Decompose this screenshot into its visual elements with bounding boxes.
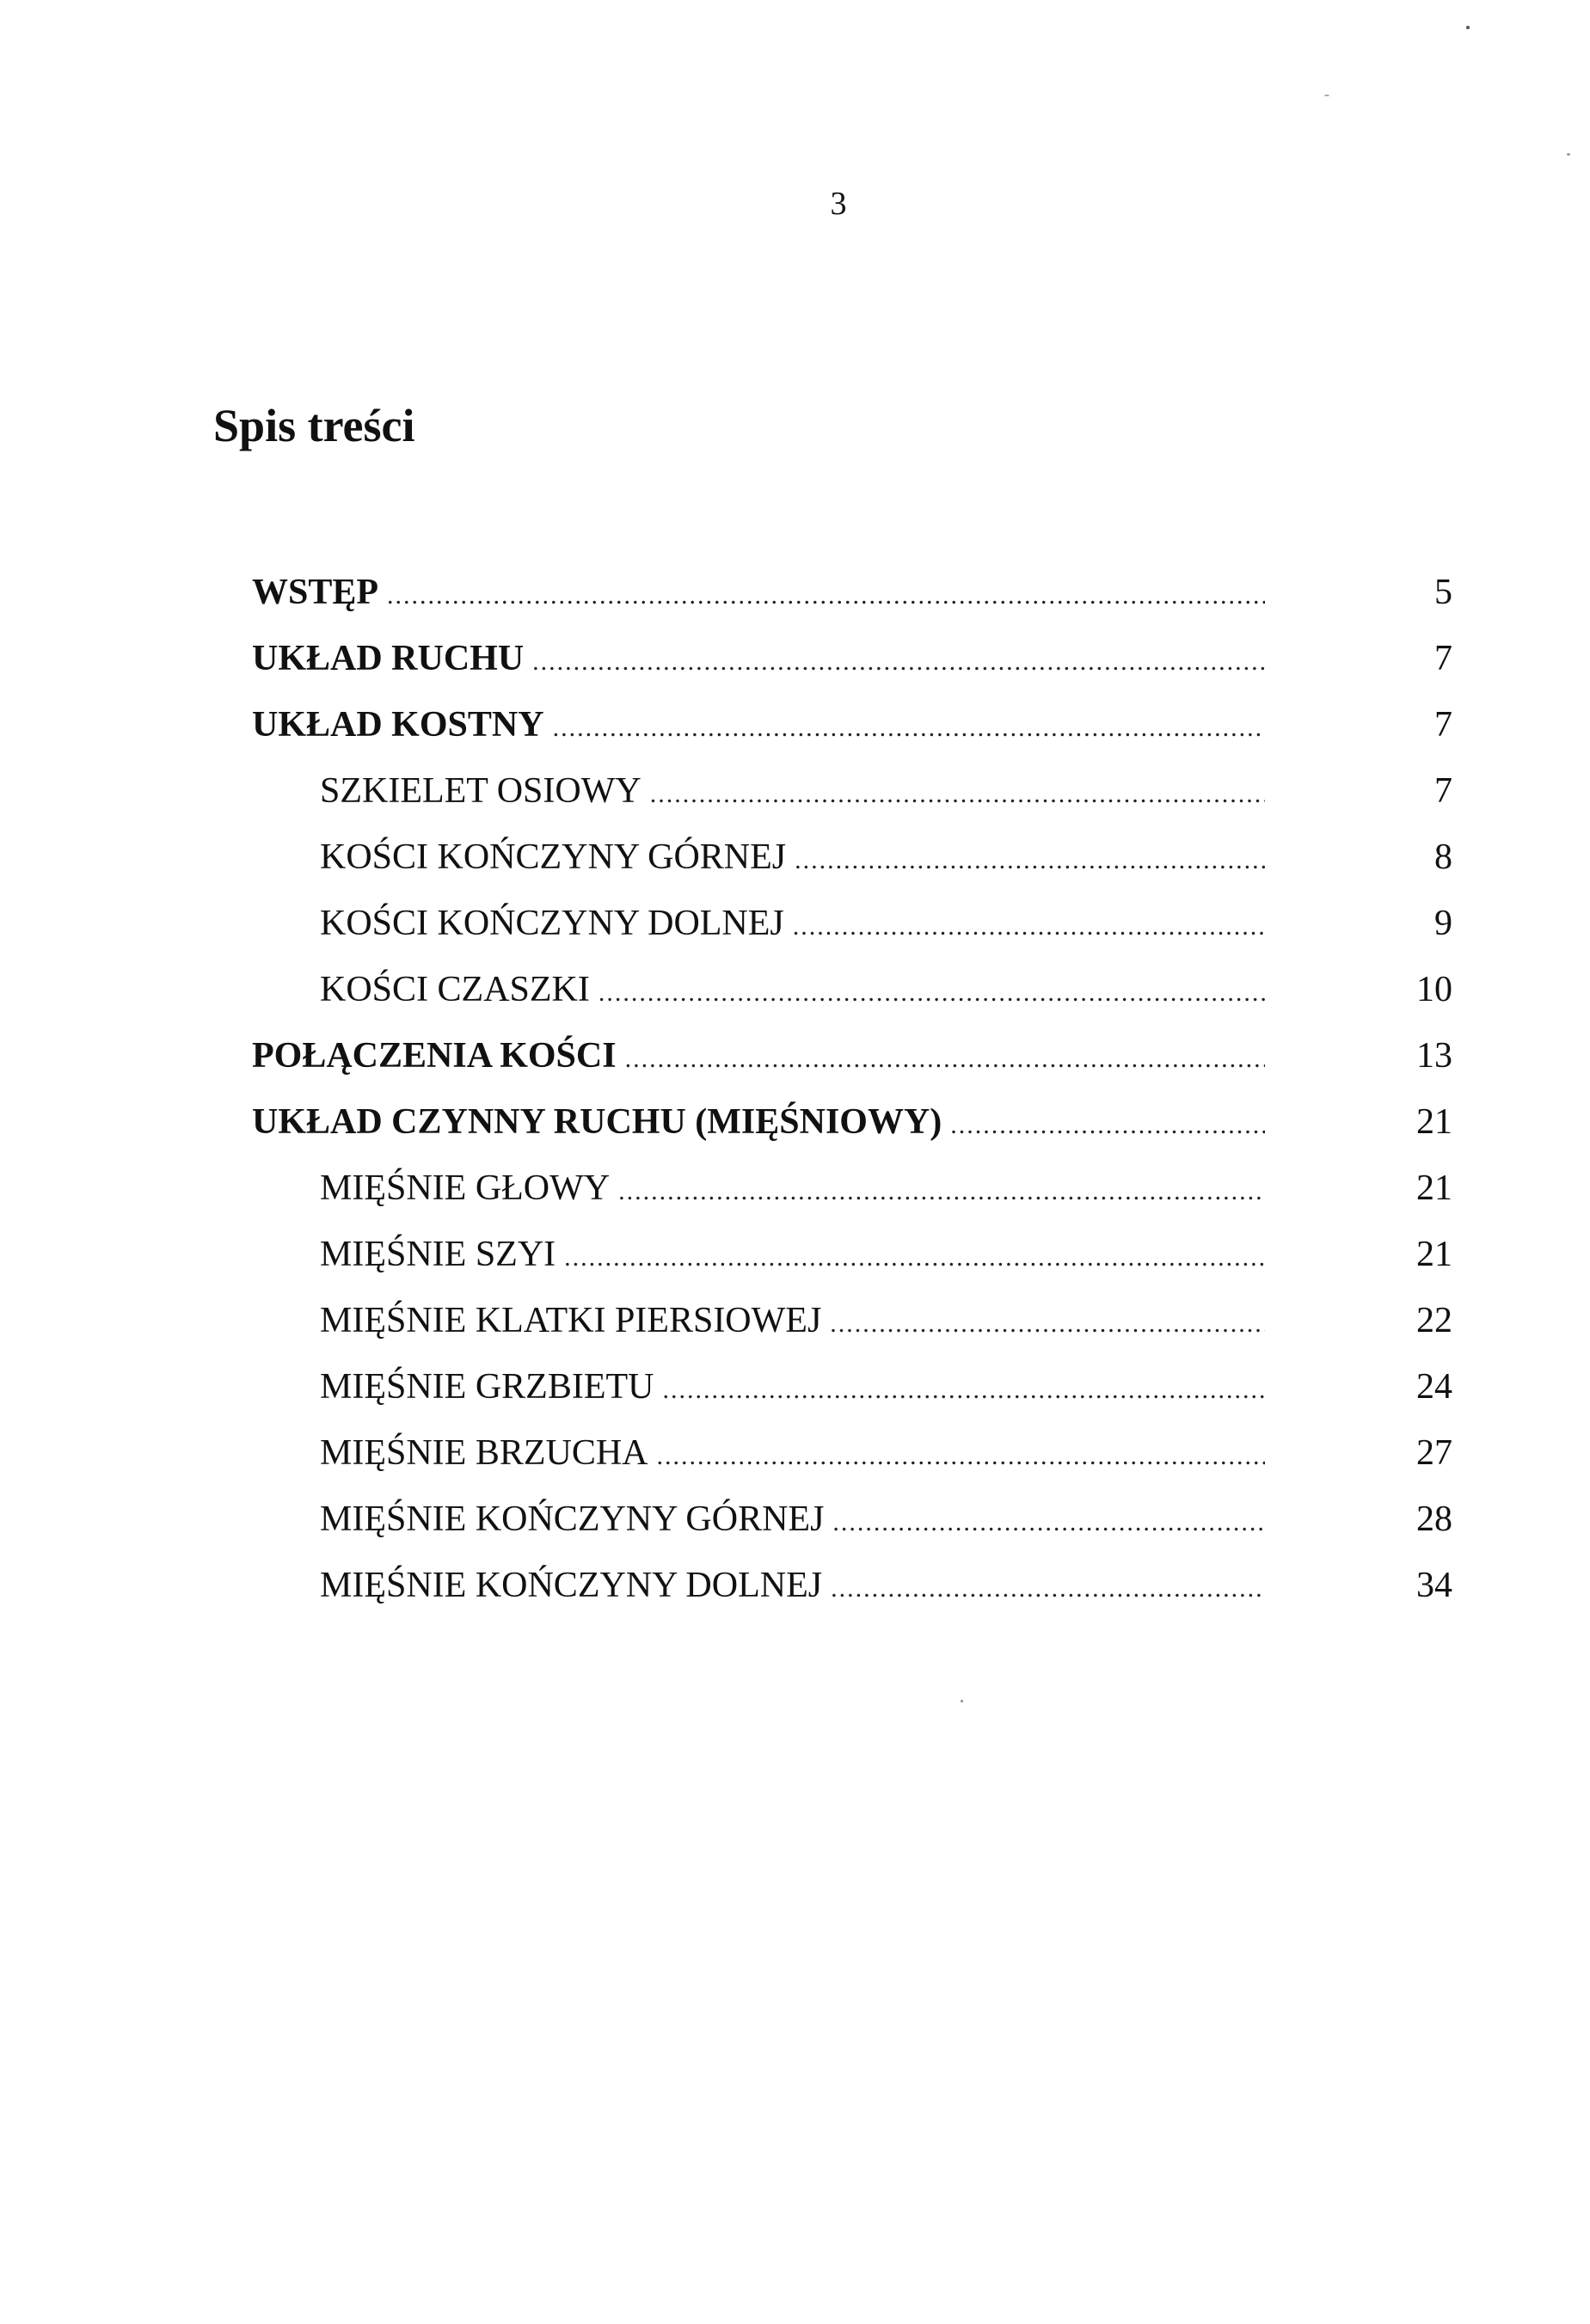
toc-entry-label: KOŚCI CZASZKI bbox=[320, 970, 590, 1009]
toc-entry-label: MIĘŚNIE BRZUCHA bbox=[320, 1433, 648, 1473]
toc-entry-label: MIĘŚNIE GŁOWY bbox=[320, 1168, 611, 1208]
toc-dot-leader bbox=[618, 1164, 1265, 1219]
toc-dot-leader bbox=[599, 966, 1265, 1021]
page-number: 3 bbox=[830, 186, 847, 222]
toc-entry-label: UKŁAD KOSTNY bbox=[252, 705, 544, 745]
toc-dot-leader bbox=[832, 1495, 1265, 1550]
toc-entry-page: 28 bbox=[1416, 1499, 1452, 1539]
toc-entry-page: 21 bbox=[1416, 1102, 1452, 1142]
toc-entry-page: 7 bbox=[1434, 639, 1452, 678]
toc-entry bbox=[0, 1426, 1590, 1492]
toc-entry-page: 21 bbox=[1416, 1235, 1452, 1274]
toc-entry-page: 8 bbox=[1434, 837, 1452, 877]
toc-entry bbox=[0, 1359, 1590, 1426]
toc-entry bbox=[0, 896, 1590, 962]
toc-entry-label: MIĘŚNIE KOŃCZYNY GÓRNEJ bbox=[320, 1499, 825, 1539]
toc-dot-leader bbox=[553, 701, 1265, 756]
toc-dot-leader bbox=[564, 1230, 1265, 1285]
toc-entry-label: MIĘŚNIE GRZBIETU bbox=[320, 1367, 654, 1407]
toc-entry-page: 21 bbox=[1416, 1168, 1452, 1208]
toc-entry bbox=[0, 697, 1590, 763]
toc-title: Spis treści bbox=[213, 400, 415, 451]
scan-speck bbox=[1324, 95, 1329, 96]
toc-dot-leader bbox=[795, 833, 1265, 888]
toc-entry-label: SZKIELET OSIOWY bbox=[320, 771, 642, 811]
toc-dot-leader bbox=[657, 1429, 1265, 1484]
scan-speck bbox=[1567, 153, 1570, 156]
toc-dot-leader bbox=[793, 899, 1265, 954]
toc-dot-leader bbox=[387, 568, 1265, 623]
scan-speck bbox=[1466, 26, 1470, 29]
toc-entry bbox=[0, 1227, 1590, 1293]
toc-entry-page: 27 bbox=[1416, 1433, 1452, 1473]
toc-dot-leader bbox=[532, 635, 1265, 690]
toc-entry-page: 5 bbox=[1434, 573, 1452, 612]
toc-entry-label: MIĘŚNIE SZYI bbox=[320, 1235, 556, 1274]
toc-dot-leader bbox=[950, 1098, 1265, 1153]
toc-dot-leader bbox=[831, 1561, 1265, 1616]
toc-entry-label: KOŚCI KOŃCZYNY DOLNEJ bbox=[320, 904, 784, 943]
toc-entry-label: KOŚCI KOŃCZYNY GÓRNEJ bbox=[320, 837, 787, 877]
toc-entry-page: 10 bbox=[1416, 970, 1452, 1009]
toc-entry-page: 22 bbox=[1416, 1301, 1452, 1340]
toc-dot-leader bbox=[662, 1363, 1265, 1418]
toc-dot-leader bbox=[650, 767, 1265, 822]
scan-speck bbox=[961, 1700, 963, 1702]
toc-entry bbox=[0, 565, 1590, 631]
toc-entry-page: 7 bbox=[1434, 771, 1452, 811]
toc-entry-label: UKŁAD CZYNNY RUCHU (MIĘŚNIOWY) bbox=[252, 1102, 942, 1142]
toc-entry bbox=[0, 1558, 1590, 1624]
toc-entry bbox=[0, 1028, 1590, 1095]
toc-entry bbox=[0, 1293, 1590, 1359]
toc-entry bbox=[0, 631, 1590, 697]
toc-entry bbox=[0, 763, 1590, 830]
toc-entry bbox=[0, 1095, 1590, 1161]
toc-dot-leader bbox=[830, 1297, 1265, 1352]
toc-entry-label: WSTĘP bbox=[252, 573, 379, 612]
toc-entry-page: 9 bbox=[1434, 904, 1452, 943]
toc-entry bbox=[0, 1492, 1590, 1558]
toc-entry bbox=[0, 830, 1590, 896]
toc-dot-leader bbox=[625, 1032, 1265, 1087]
toc-entry-page: 34 bbox=[1416, 1566, 1452, 1605]
toc-entry bbox=[0, 1161, 1590, 1227]
toc-entry-label: UKŁAD RUCHU bbox=[252, 639, 525, 678]
toc-entry bbox=[0, 962, 1590, 1028]
toc-entry-label: MIĘŚNIE KLATKI PIERSIOWEJ bbox=[320, 1301, 822, 1340]
toc-entry-label: MIĘŚNIE KOŃCZYNY DOLNEJ bbox=[320, 1566, 823, 1605]
toc-entry-page: 24 bbox=[1416, 1367, 1452, 1407]
toc-entry-page: 13 bbox=[1416, 1036, 1452, 1076]
toc-entry-page: 7 bbox=[1434, 705, 1452, 745]
toc-list bbox=[0, 565, 1590, 1624]
toc-entry-label: POŁĄCZENIA KOŚCI bbox=[252, 1036, 617, 1076]
